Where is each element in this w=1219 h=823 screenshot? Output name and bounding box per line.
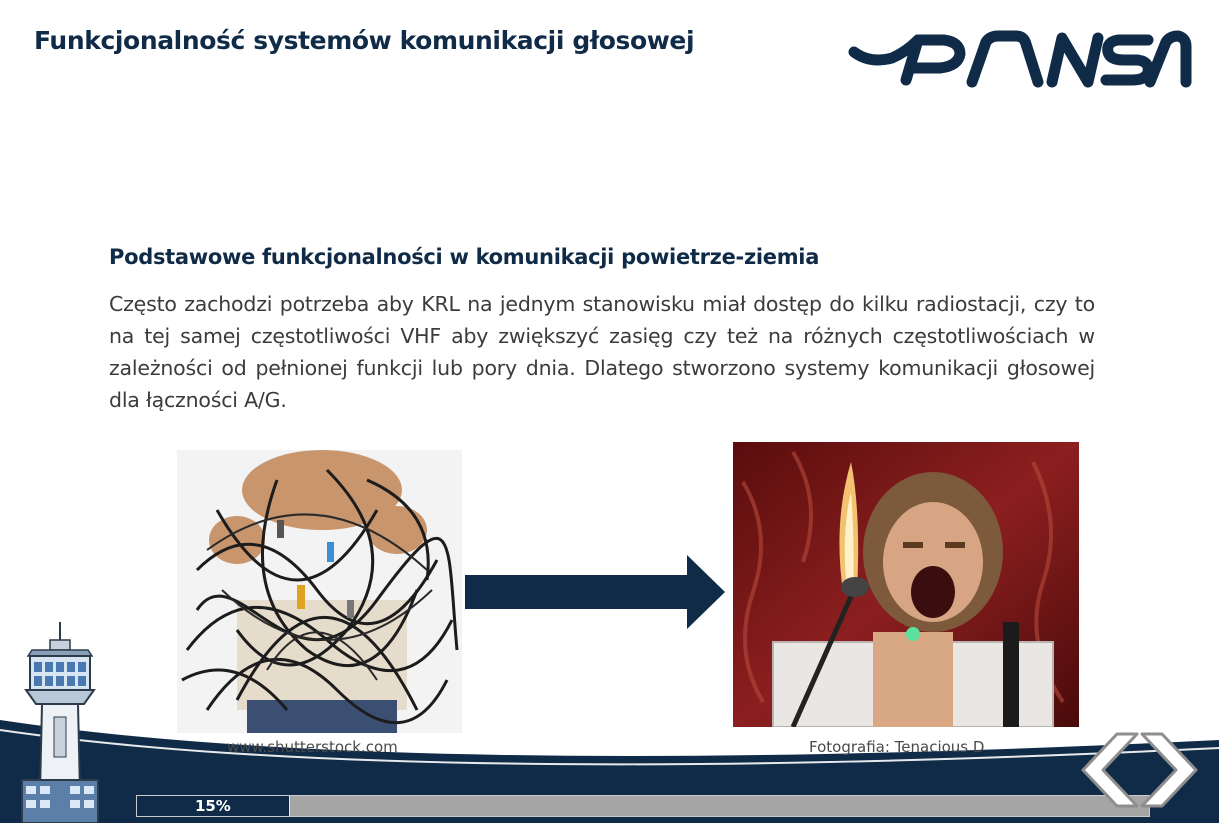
tangled-cables-photo xyxy=(177,450,462,733)
next-slide-button[interactable] xyxy=(1140,732,1202,808)
left-image-caption: www.shutterstock.com xyxy=(227,738,398,756)
chevron-left-icon xyxy=(1077,732,1139,808)
right-arrow-icon xyxy=(465,555,725,629)
progress-bar xyxy=(136,795,1150,817)
previous-slide-button[interactable] xyxy=(1077,732,1139,808)
progress-label: 15% xyxy=(194,797,231,815)
singer-photo xyxy=(733,442,1079,727)
pansa-logo xyxy=(848,28,1192,88)
control-tower-icon xyxy=(18,622,102,823)
slide-title: Funkcjonalność systemów komunikacji głosowej xyxy=(34,26,695,55)
chevron-right-icon xyxy=(1140,732,1202,808)
body-paragraph: Często zachodzi potrzeba aby KRL na jednym stanowisku miał dostęp do kilku radiostacji, czy to na tej samej częstotliwości VHF aby zwiększyć zasięg czy też na różnych częstotliwościach w zależności od pełnionej funkcji lub pory dnia. Dlatego stworzono systemy komunikacji głosowej dla łączności A/G. xyxy=(109,292,1095,412)
section-heading: Podstawowe funkcjonalności w komunikacji powietrze-ziemia xyxy=(109,245,820,269)
right-image-caption: Fotografia: Tenacious D xyxy=(809,738,985,756)
